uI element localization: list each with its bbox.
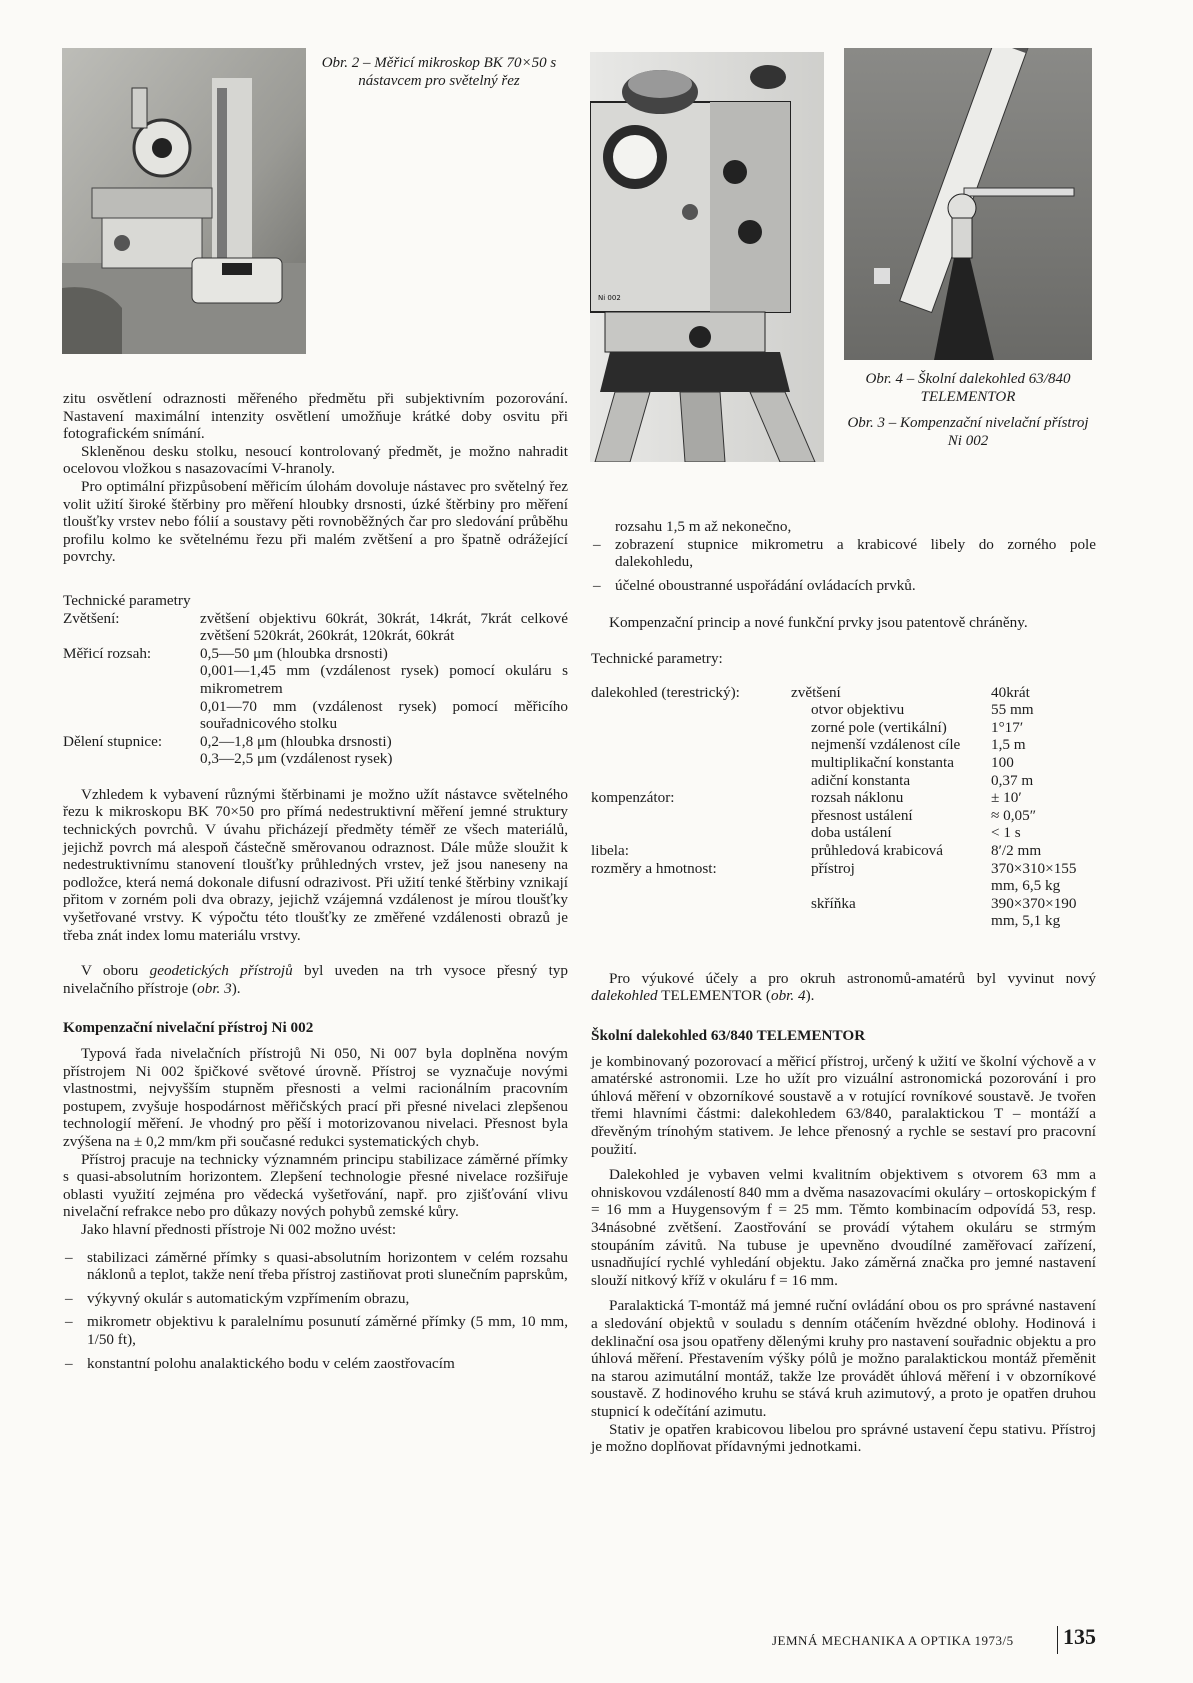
right-column-text <box>591 518 1096 1456</box>
spec-name: přesnost ustálení <box>811 806 913 824</box>
spec-value: 55 mm <box>991 701 1034 719</box>
spec-label: Měřicí rozsah: <box>63 644 152 662</box>
spec-value: < 1 s <box>991 824 1021 842</box>
spec-table-microscope <box>63 610 568 768</box>
list-item: – výkyvný okulár s automatickým vzpřímením obrazu, <box>65 1289 410 1307</box>
figure-reference: obr. 4 <box>770 987 806 1005</box>
paragraph: V oboru geodetických přístrojů byl uveden na trh vysoce přesný typ nivelačního přístroje (obr. 3). <box>63 962 568 997</box>
spec-name: skříňka <box>811 894 856 912</box>
spec-name: průhledová krabicová <box>811 841 943 859</box>
spec-group: libela: <box>591 841 629 859</box>
paragraph: Pro výukové účely a pro okruh astronomů-amatérů byl vyvinut nový dalekohled TELEMENTOR (obr. 4). <box>591 969 1096 1005</box>
spec-value: 0,001—1,45 mm (vzdálenost rysek) pomocí okuláru s mikrometrem <box>200 662 568 697</box>
spec-value: 40krát <box>991 683 1030 701</box>
paragraph: Přístroj pracuje na technicky významném principu stabilizace záměrné přímky s quasi-absolutním horizontem. Zlepšení technologie přesné nivelace rozšiřuje oblasti využití zejména pro vědecká vyšetřování, např. pro zjišťování vlivu nivelační refrakce nebo pro důkazy nových pohybů zemské kůry. <box>63 1150 568 1221</box>
paragraph: Typová řada nivelačních přístrojů Ni 050, Ni 007 byla doplněna novým přístrojem Ni 002 špičkové světové úrovně. Přístroj se vyznačuje novými vlastnostmi, nejvyšším stupněm přesnosti a velmi racionálním pracovním postupem, zvyšuje hospodárnost měřičských prací při přesné nivelaci zlepšenou technologií měření. Je vhodný pro pěší i motorizovanou nivelaci. Přesnost byla zvýšena na ± 0,2 mm/km při současné redukci systematických chyb. <box>63 1045 568 1150</box>
spec-group: rozměry a hmotnost: <box>591 859 717 877</box>
figure-3-caption: Obr. 3 – Kompenzační nivelační přístroj Ni 002 <box>847 415 1089 449</box>
section-heading-telementor: Školní dalekohled 63/840 TELEMENTOR <box>591 1027 866 1045</box>
emphasis: dalekohled <box>591 987 658 1005</box>
figure-4-caption: Obr. 4 – Školní dalekohled 63/840 TELEMENTOR <box>865 371 1071 405</box>
spec-name: přístroj <box>811 859 855 877</box>
list-item: – stabilizaci záměrné přímky s quasi-absolutním horizontem v celém rozsahu náklonů a teplot, takže není třeba přístroj zastiňovat proti slunečním paprskům, <box>65 1248 568 1284</box>
figure-4-photo <box>844 48 1092 360</box>
spec-label: Zvětšení: <box>63 609 120 627</box>
list-item: – zobrazení stupnice mikrometru a krabicové libely do zorného pole dalekohledu, <box>593 535 1096 571</box>
paragraph: Vzhledem k vybavení různými štěrbinami je možno užít nástavce světelného řezu k mikroskopu BK 70×50 pro přímá nedestruktivní měření jemné struktury technických povrchů. V úvahu přicházejí předměty téměř ze všech materiálů, jejichž povrch má alespoň částečně směrovanou odraznost. Dále může sloužit k nedestruktivnímu stanovení tloušťky průhledných vrstev, jež jsou naneseny na podložce, která nemá dokonale difusní odrazivost. Při užití tenké štěrbiny vznikají přitom v zorném poli dva obrazy, jejichž vzájemná vzdálenost je mírou tloušťky vyšetřované vrstvy. K výpočtu této tloušťky ze změřené vzdálenosti obrazů je třeba znát index lomu materiálu vrstvy. <box>63 785 568 944</box>
spec-value: 0,5—50 μm (hloubka drsnosti) <box>200 644 388 662</box>
section-heading-ni002: Kompenzační nivelační přístroj Ni 002 <box>63 1019 314 1037</box>
emphasis: geodetických přístrojů <box>149 962 293 980</box>
list-item: – mikrometr objektivu k paralelnímu posunutí záměrné přímky (5 mm, 10 mm, 1/50 ft), <box>65 1313 568 1348</box>
paragraph: Dalekohled je vybaven velmi kvalitním objektivem s otvorem 63 mm a ohniskovou vzdáleností 840 mm a dvěma nasazovacími okuláry – ortoskopickým f = 16 mm a Huygensovým f = 25 mm. Těmto kombinacím odpovídá 53, resp. 34násobné zvětšení. Zaostřování se provádí výtahem okuláru se strmým stoupáním závitů. Na tubuse je upevněno dvoudílné zaměřovací zařízení, usnadňující rychlé vyhledání objektu. Jako záměrná značka pro jemné nastavení slouží nitkový kříž v okuláru f = 16 mm. <box>591 1166 1096 1289</box>
list-item: – účelné oboustranné uspořádání ovládacích prvků. <box>593 576 916 594</box>
figure-reference: obr. 3 <box>197 979 232 997</box>
spec-value: 390×370×190 mm, 5,1 kg <box>991 894 1077 930</box>
spec-value: 0,2—1,8 μm (hloubka drsnosti) <box>200 732 392 750</box>
spec-value: ± 10′ <box>991 789 1022 807</box>
spec-heading: Technické parametry: <box>591 649 723 667</box>
spec-value: zvětšení objektivu 60krát, 30krát, 14krát, 7krát celkové zvětšení 520krát, 260krát, 120krát, 60krát <box>200 609 568 645</box>
spec-name: adiční konstanta <box>811 771 911 789</box>
paragraph: Pro optimální přizpůsobení měřicím úlohám dovoluje nástavec pro světelný řez volit užití široké štěrbiny pro měření hloubky drsnosti, úzké štěrbiny pro měření tloušťky vrstev nebo fólií a soustavy pěti rovnoběžných čar pro sledování průběhu profilu kolmo ke světelnému řezu při malém zvětšení a pro špatně odrážející povrchy. <box>63 477 568 566</box>
footer-divider <box>1057 1626 1058 1654</box>
paragraph: Stativ je opatřen krabicovou libelou pro správné ustavení čepu stativu. Přístroj je možno doplňovat přídavnými jednotkami. <box>591 1420 1096 1456</box>
spec-value: 8′/2 mm <box>991 841 1042 859</box>
spec-value: 0,37 m <box>991 771 1034 789</box>
spec-value: 370×310×155 mm, 6,5 kg <box>991 859 1077 895</box>
spec-name: doba ustálení <box>811 824 892 842</box>
left-top-text <box>63 390 568 1372</box>
paragraph: Paralaktická T-montáž má jemné ruční ovládání obou os pro správné nastavení a sledování objektů v souladu s denním otáčením hvězdné oblohy. Hodinová i deklinační osa jsou opatřeny dělenými kruhy pro nastavení souřadnic objektu a pro úhlová měření. Přestavením výšky pólů je možno paralaktickou montáž přeměnit na starou azimutální montáž, takže lze provádět úhlová měření i v obzorníkové soustavě. Z hodinového kruhu se stává kruh azimutový, a proto je opatřen druhou stupnicí k odečítání azimutu. <box>591 1297 1096 1420</box>
spec-value: ≈ 0,05″ <box>991 806 1037 824</box>
paragraph: Skleněnou desku stolku, nesoucí kontrolovaný předmět, je možno nahradit ocelovou vložkou s nasazovacími V-hranoly. <box>63 442 568 478</box>
paragraph: Kompenzační princip a nové funkční prvky jsou patentově chráněny. <box>609 614 1028 632</box>
spec-name: zvětšení <box>791 683 841 701</box>
spec-value: 0,3—2,5 μm (vzdálenost rysek) <box>200 750 393 768</box>
figure-2-caption: Obr. 2 – Měřicí mikroskop BK 70×50 s nástavcem pro světelný řez <box>321 55 557 89</box>
figure-2-photo <box>62 48 306 354</box>
advantages-list-continued <box>591 536 1096 595</box>
spec-value: 1°17′ <box>991 718 1024 736</box>
journal-footer: JEMNÁ MECHANIKA A OPTIKA 1973/5 <box>772 1633 1014 1648</box>
spec-name: multiplikační konstanta <box>811 753 954 771</box>
spec-group: dalekohled (terestrický): <box>591 683 740 701</box>
paragraph: zitu osvětlení odraznosti měřeného předmětu při subjektivním pozorování. Nastavení maximální intenzity osvětlení umožňuje krátké doby osvitu při fotografickém snímání. <box>63 390 568 443</box>
paragraph: je kombinovaný pozorovací a měřicí přístroj, určený k užití ve školní výchově a v amatérské astronomii. Lze ho užít pro vizuální astronomická pozorování i pro úhlová měření v obzorníkové soustavě a v rotující rovníkové soustavě. Je tvořen třemi hlavními částmi: dalekohledem 63/840, paralaktickou T – montáží a dřevěným trínohým stativem. Je lehce přenosný a rychle se sestaví pro pracovní použití. <box>591 1052 1096 1158</box>
spec-table-ni002 <box>591 684 1096 930</box>
page-number: 135 <box>1063 1624 1096 1649</box>
spec-name: otvor objektivu <box>811 701 905 719</box>
paragraph: rozsahu 1,5 m až nekonečno, <box>615 518 792 535</box>
photo-ni002-label: Ni 002 <box>598 294 621 302</box>
list-item: – konstantní polohu analaktického bodu v celém zaostřovacím <box>65 1354 455 1372</box>
figure-3-photo <box>590 52 824 462</box>
advantages-list <box>63 1249 568 1373</box>
spec-name: zorné pole (vertikální) <box>811 718 947 736</box>
spec-value: 100 <box>991 753 1014 771</box>
spec-label: Dělení stupnice: <box>63 732 163 750</box>
spec-name: nejmenší vzdálenost cíle <box>811 736 961 754</box>
spec-value: 0,01—70 mm (vzdálenost rysek) pomocí měřicího souřadnicového stolku <box>200 697 568 733</box>
spec-group: kompenzátor: <box>591 789 675 807</box>
spec-name: rozsah náklonu <box>811 789 904 807</box>
paragraph: Jako hlavní přednosti přístroje Ni 002 možno uvést: <box>81 1220 397 1238</box>
spec-heading: Technické parametry <box>63 591 191 609</box>
spec-value: 1,5 m <box>991 736 1026 754</box>
